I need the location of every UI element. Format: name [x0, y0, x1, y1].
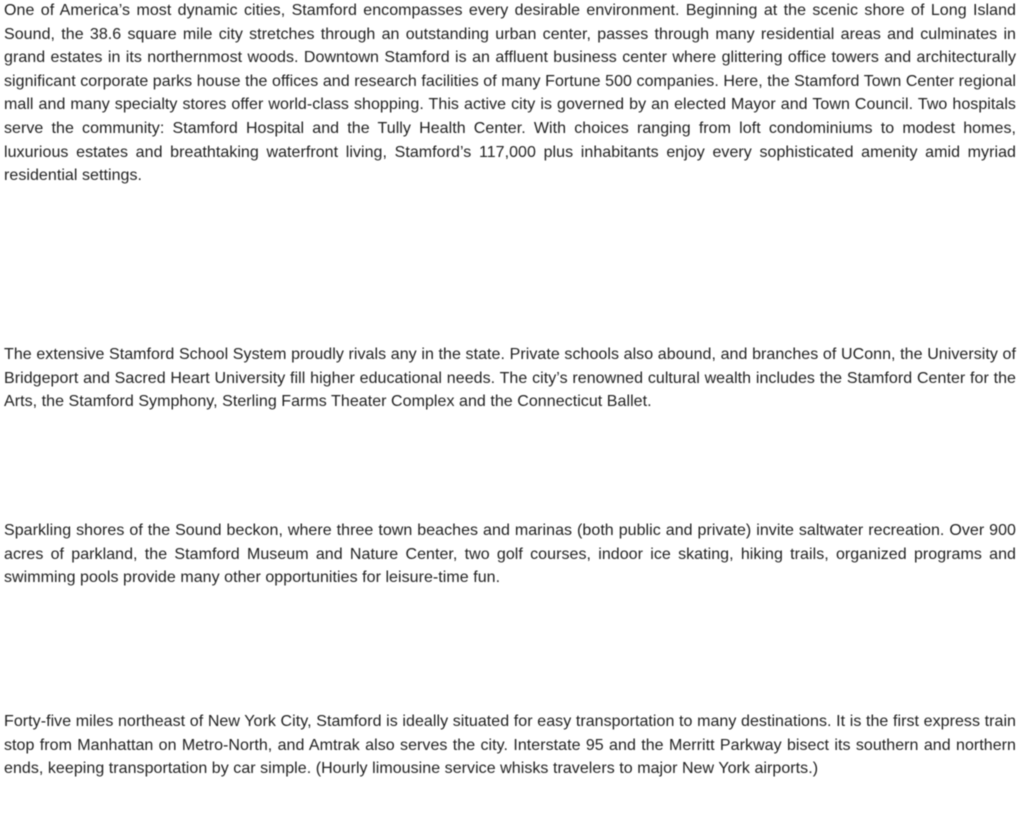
paragraph-recreation: Sparkling shores of the Sound beckon, where three town beaches and marinas (both public and private) invite saltwater recreation. Over 900 acres of parkland, the Stamford Museum and Nature Center, two golf courses, indoor ice skating, hiking trails, organized programs and swimming pools provide many other opportunities for leisure-time fun.	[4, 522, 1016, 587]
document-page	[4, 0, 1016, 814]
paragraph-transportation: Forty-five miles northeast of New York City, Stamford is ideally situated for easy transportation to many destinations. It is the first express train stop from Manhattan on Metro-North, and Amtrak also serves the city. Interstate 95 and the Merritt Parkway bisect its southern and northern ends, keeping transportation by car simple. (Hourly limousine service whisks travelers to major New York airports.)	[4, 713, 1016, 778]
paragraph-city-overview: One of America’s most dynamic cities, Stamford encompasses every desirable environment. Beginning at the scenic shore of Long Island Sound, the 38.6 square mile city stretches through an outstanding urban center, passes through many residential areas and culminates in grand estates in its northernmost woods. Downtown Stamford is an affluent business center where glittering office towers and architecturally significant corporate parks house the offices and research facilities of many Fortune 500 companies. Here, the Stamford Town Center regional mall and many specialty stores offer world-class shopping. This active city is governed by an elected Mayor and Town Council. Two hospitals serve the community: Stamford Hospital and the Tully Health Center. With choices ranging from loft condominiums to modest homes, luxurious estates and breathtaking waterfront living, Stamford’s 117,000 plus inhabitants enjoy every sophisticated amenity amid myriad residential settings.	[4, 2, 1016, 185]
paragraph-education-culture: The extensive Stamford School System proudly rivals any in the state. Private schools also abound, and branches of UConn, the University of Bridgeport and Sacred Heart University fill higher educational needs. The city’s renowned cultural wealth includes the Stamford Center for the Arts, the Stamford Symphony, Sterling Farms Theater Complex and the Connecticut Ballet.	[4, 346, 1016, 411]
